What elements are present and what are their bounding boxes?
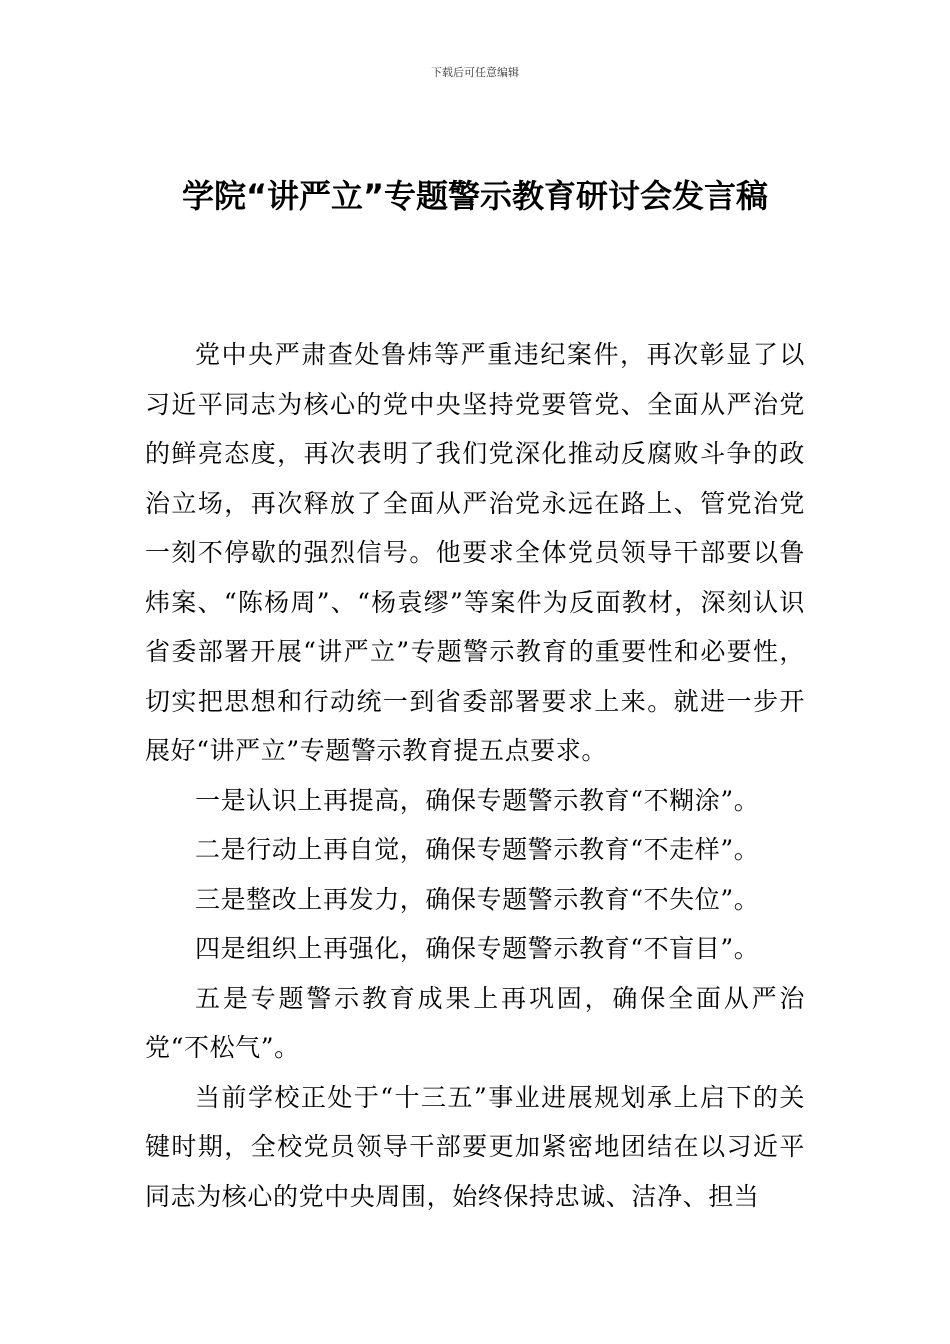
header-note: 下载后可任意编辑	[431, 66, 519, 79]
paragraph-intro: 党中央严肃查处鲁炜等严重违纪案件，再次彰显了以习近平同志为核心的党中央坚持党要管党、全面从严治党的鲜亮态度，再次表明了我们党深化推动反腐败斗争的政治立场，再次释放了全面从严治党永远在路上、管党治党一刻不停歇的强烈信号。他要求全体党员领导干部要以鲁炜案、“陈杨周”、“杨袁缪”等案件为反面教材，深刻认识省委部署开展“讲严立”专题警示教育的重要性和必要性，切实把思想和行动统一到省委部署要求上来。就进一步开展好“讲严立”专题警示教育提五点要求。	[145, 340, 805, 765]
document-body	[145, 330, 805, 1221]
paragraph-point-2: 二是行动上再自觉，确保专题警示教育“不走样”。	[195, 835, 760, 864]
paragraph-point-5: 五是专题警示教育成果上再巩固，确保全面从严治党“不松气”。	[145, 983, 805, 1062]
document-title: 学院“讲严立”专题警示教育研讨会发言稿	[181, 177, 769, 215]
paragraph-point-3: 三是整改上再发力，确保专题警示教育“不失位”。	[195, 884, 760, 914]
paragraph-point-1: 一是认识上再提高，确保专题警示教育“不糊涂”。	[195, 785, 760, 815]
paragraph-point-4: 四是组织上再强化，确保专题警示教育“不盲目”。	[195, 934, 760, 963]
paragraph-closing: 当前学校正处于“十三五”事业进展规划承上启下的关键时期，全校党员领导干部要更加紧密地团结在以习近平同志为核心的党中央周围，始终保持忠诚、洁净、担当	[145, 1082, 805, 1211]
